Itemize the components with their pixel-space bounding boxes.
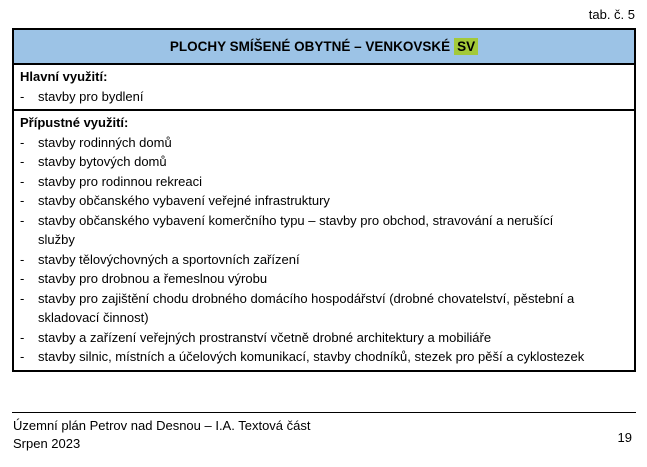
list-item xyxy=(14,269,634,289)
list-item-text: stavby pro rodinnou rekreaci xyxy=(38,173,203,189)
list-item xyxy=(14,133,634,153)
section-main-use xyxy=(14,63,634,109)
section-heading: Hlavní využití: xyxy=(20,69,108,84)
list-item-text: stavby občanského vybavení komerčního typu – stavby pro obchod, stravování a nerušící služby xyxy=(38,212,554,247)
zoning-table xyxy=(12,28,636,372)
dash-bullet: - xyxy=(20,134,25,150)
footer-date: Srpen 2023 xyxy=(13,436,81,451)
list-item-text: stavby občanského vybavení veřejné infrastruktury xyxy=(38,193,330,208)
list-item-text: stavby pro drobnou a řemeslnou výrobu xyxy=(38,271,268,286)
list-item-text: stavby rodinných domů xyxy=(38,134,172,150)
list-item xyxy=(14,250,634,270)
list-item-text: stavby bytových domů xyxy=(38,154,167,169)
list-item-text: stavby tělovýchovných a sportovních zařízení xyxy=(38,251,300,267)
table-caption: tab. č. 5 xyxy=(588,7,635,22)
list-item xyxy=(14,191,634,211)
main-use-list xyxy=(14,87,634,107)
permitted-use-list xyxy=(14,133,634,367)
list-item xyxy=(14,87,634,107)
dash-bullet: - xyxy=(20,290,25,306)
dash-bullet: - xyxy=(20,193,25,208)
list-item xyxy=(14,211,634,250)
list-item-text: stavby silnic, místních a účelových komunikací, stavby chodníků, stezek pro pěší a cyklostezek xyxy=(38,349,585,364)
table-header-row xyxy=(14,30,634,63)
dash-bullet: - xyxy=(20,154,25,169)
section-heading: Přípustné využití: xyxy=(20,115,129,130)
section-permitted-use xyxy=(14,109,634,370)
page-number: 19 xyxy=(617,430,632,445)
dash-bullet: - xyxy=(20,212,25,228)
list-item-text: stavby pro bydlení xyxy=(38,88,144,104)
list-item xyxy=(14,347,634,367)
list-item-text: stavby a zařízení veřejných prostranství včetně drobné architektury a mobiliáře xyxy=(38,329,492,345)
list-item-text: stavby pro zajištění chodu drobného domácího hospodářství (drobné chovatelství, pěstební a skladovací činnost) xyxy=(38,290,575,325)
dash-bullet: - xyxy=(20,251,25,267)
dash-bullet: - xyxy=(20,349,25,364)
list-item xyxy=(14,328,634,348)
zone-code-badge: SV xyxy=(454,38,478,55)
dash-bullet: - xyxy=(20,88,25,104)
list-item xyxy=(14,152,634,172)
dash-bullet: - xyxy=(20,271,25,286)
list-item xyxy=(14,172,634,192)
footer-text-block xyxy=(13,417,310,453)
list-item xyxy=(14,289,634,328)
footer-document-title: Územní plán Petrov nad Desnou – I.A. Textová část xyxy=(13,418,311,433)
footer-divider xyxy=(12,412,636,413)
dash-bullet: - xyxy=(20,329,25,345)
table-title: PLOCHY SMÍŠENÉ OBYTNÉ – VENKOVSKÉ xyxy=(169,39,451,54)
dash-bullet: - xyxy=(20,173,25,189)
